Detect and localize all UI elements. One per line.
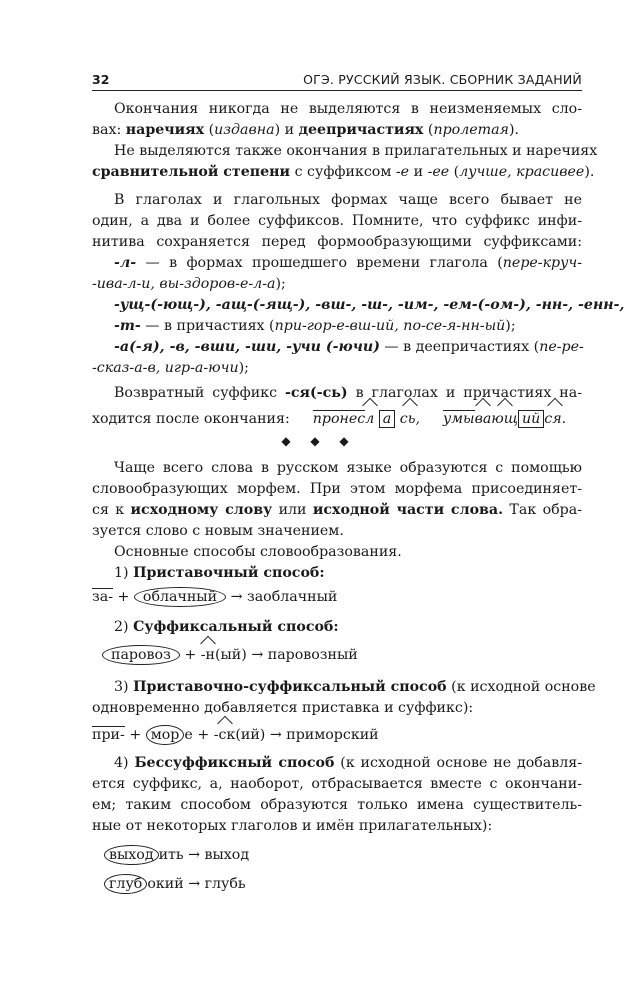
paragraph-line: Возвратный суффикс -ся(-сь) в глаголах и причастиях на- — [114, 385, 583, 401]
paragraph-line: -ущ-(-ющ-), -ащ-(-ящ-), -вш-, -ш-, -им-, -ем-(-ом-), -нн-, -енн-, — [114, 297, 625, 313]
paragraph-line: ем; таким способом образуются только имена существитель- — [92, 797, 582, 813]
suffix-mark: ющ — [491, 409, 518, 430]
arrow-icon: → — [188, 876, 201, 892]
base-oval: глуб — [104, 874, 147, 894]
paragraph-line: -л- — в формах прошедшего времени глагола (пере-круч- — [114, 255, 582, 271]
arrow-icon: → — [269, 727, 282, 743]
suffix-mark: л — [365, 409, 374, 430]
paragraph-line: Не выделяются также окончания в прилагательных и наречиях — [114, 143, 598, 159]
paragraph-line: ется суффикс, а, наоборот, отбрасывается вместе с окончани- — [92, 776, 582, 792]
paragraph-line: сравнительной степени с суффиксом -е и -ее (лучше, красивее). — [92, 164, 595, 180]
method-heading: 3) Приставочно-суффиксальный способ (к исходной основе — [114, 679, 596, 695]
base-oval: выход — [104, 845, 159, 865]
method-heading: 4) Бессуффиксный способ (к исходной основе не добавля- — [114, 755, 583, 771]
word-formation-formula: паровоз + -н(ый) → паровозный — [102, 645, 358, 671]
prefix-mark: при- — [92, 727, 125, 743]
paragraph-line: -т- — в причастиях (при-гор-е-вш-ий, по-се-я-нн-ый); — [114, 318, 516, 334]
word-formation-formula: при- + мор е + -ск(ий) → приморский — [92, 727, 379, 743]
suffix-mark: -н — [200, 647, 215, 663]
paragraph-line: -а(-я), -в, -вши, -ши, -учи (-ючи) — в деепричастиях (пе-ре- — [114, 339, 584, 355]
paragraph-line: -ива-л-и, вы-здоров-е-л-а); — [92, 276, 286, 292]
paragraph-line: ся к исходному слову или исходной части слова. Так обра- — [92, 502, 582, 518]
method-heading: 1) Приставочный способ: — [114, 565, 325, 581]
section-separator: ◆ ◆ ◆ — [281, 434, 357, 448]
paragraph-line: ходится после окончания: пронесл а сь, умывающ ий ся. — [92, 409, 582, 430]
paragraph-line: зуется слово с новым значением. — [92, 523, 344, 539]
paragraph-line: -сказ-а-в, игр-а-ючи); — [92, 360, 249, 376]
suffix-mark: сь, — [400, 409, 420, 430]
word-formation-formula: глуб окий → глубь — [104, 874, 246, 900]
arrow-icon: → — [230, 589, 243, 605]
paragraph-line: В глаголах и глагольных формах чаще всего бывает не — [114, 192, 582, 208]
page-header — [92, 70, 582, 91]
paragraph-line: Чаще всего слова в русском языке образуются с помощью — [114, 460, 582, 476]
method-heading: 2) Суффиксальный способ: — [114, 619, 339, 635]
word-formation-formula: за- + облачный → заоблачный — [92, 589, 338, 605]
paragraph-line: словообразующих морфем. При этом морфема присоединяет- — [92, 481, 582, 497]
prefix-mark: за- — [92, 589, 113, 605]
running-title: ОГЭ. РУССКИЙ ЯЗЫК. СБОРНИК ЗАДАНИЙ — [303, 72, 582, 87]
paragraph-line: один, а два и более суффиксов. Помните, что суффикс инфи- — [92, 213, 582, 229]
base-oval: мор — [146, 725, 185, 745]
suffix-mark: -ск — [213, 727, 236, 743]
paragraph-line: вах: наречиях (издавна) и деепричастиях (пролетая). — [92, 122, 519, 138]
arrow-icon: → — [188, 847, 200, 863]
ending-box: а — [379, 410, 395, 428]
paragraph-line: ные от некоторых глаголов и имён прилагательных): — [92, 818, 493, 834]
root-mark: пронес — [312, 411, 366, 427]
suffix-mark: ва — [475, 409, 492, 430]
paragraph-line: Окончания никогда не выделяются в неизменяемых сло- — [114, 101, 582, 117]
paragraph-line: Основные способы словообразования. — [114, 544, 402, 560]
paragraph-line: одновременно добавляется приставка и суффикс): — [92, 700, 474, 716]
ending-box: ий — [518, 410, 544, 428]
arrow-icon: → — [251, 647, 264, 663]
word-formation-formula: выход ить → выход — [104, 845, 249, 871]
base-oval: паровоз — [102, 645, 180, 665]
paragraph-line: нитива сохраняется перед формообразующими суффиксами: — [92, 234, 582, 250]
root-mark: умы — [443, 411, 475, 427]
page-number: 32 — [92, 72, 110, 87]
base-oval: облачный — [134, 587, 226, 607]
suffix-mark: ся. — [544, 409, 566, 430]
